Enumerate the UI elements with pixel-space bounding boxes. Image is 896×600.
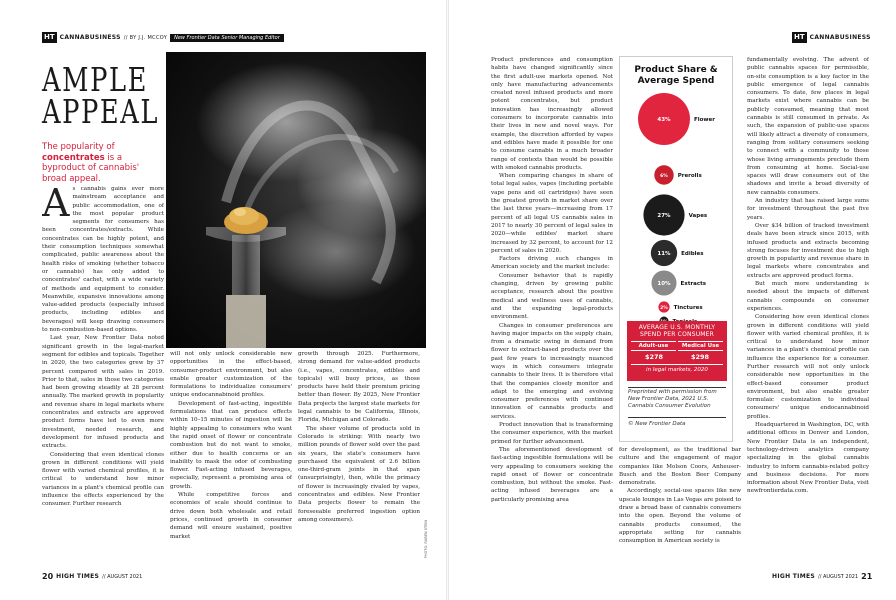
paragraph: Considering that even identical clones grown in different conditions will yield flower with varied chemical profiles, it is critical to understand how minor variances in a plant's chemical profile can influence the effects experienced by the consumer. Further research — [42, 451, 164, 508]
monthly-spend-box: AVERAGE U.S. MONTHLY SPEND PER CONSUMER Adult-use Medical Use $278 $298 in legal markets, 2020 — [627, 321, 727, 381]
paragraph: Considering how even identical clones grown in different conditions will yield flower with varied chemical profiles, it is critical to understand how minor variances in a plant's chemical profile can influence the experience for a consumer. Further research will not only unlock considerable new opportunities in the effect-based consumer product environment, but also enable greater formulaic customization to individual consumers' unique endocannabinoid profiles. — [747, 314, 869, 420]
paragraph: But much more understanding is needed about the impacts of different cannabis compounds on consumer experiences. — [747, 281, 869, 312]
section-label: CANNABUSINESS — [809, 34, 871, 41]
article-deck: The popularity of concentrates is a byproduct of cannabis' broad appeal. — [42, 142, 140, 184]
paragraph: Development of fast-acting, ingestible formulations that can produce effects within 10–15 minutes of ingestion will be highly appealing to consumers who want the rapid onset of flower or concentrate combustion but do not want to smoke, either due to health concerns or an inability to mask the odor of combusting flower. Fast-acting infused beverages, especially, represent a promising area of growth. — [170, 400, 292, 490]
copyright: © New Frontier Data — [628, 421, 686, 427]
left-page — [0, 0, 447, 600]
bubble-value-label: 43% — [657, 117, 671, 123]
medical-use-value: $298 — [690, 353, 710, 361]
bubble-category-label: Prerolls — [677, 173, 702, 179]
photo-credit: PHOTO: RUBEN STEIN — [424, 520, 428, 559]
bubble-category-label: Vapes — [688, 213, 708, 219]
paragraph: will not only unlock considerable new opportunities in the effect-based, consumer-product environment, but also enable greater customization of the formulations to individualize consumers' unique endocannabinoid profiles. — [170, 351, 292, 399]
paragraph: Consumer behavior that is rapidly changing, driven by growing public acceptance, research about the positive medical and wellness uses of cannabis, and the expanding legal-products environment. — [491, 272, 613, 321]
right-page — [449, 0, 896, 600]
masthead: HIGH TIMES — [772, 573, 816, 580]
bubble-value-label: 6% — [660, 174, 668, 179]
body-column-5 — [747, 56, 869, 564]
smoke-glass-illustration — [166, 52, 426, 348]
body-column-3 — [298, 350, 420, 562]
bubble-category-label: Edibles — [681, 251, 704, 257]
paragraph: While competitive forces and economies of scale should continue to drive down both wholesale and retail prices, continued growth in consumer demand will ensure sustained, positive market — [170, 492, 292, 540]
bubble-value-label: 2% — [660, 306, 668, 311]
divider — [628, 417, 726, 418]
bubble-category-label: Tinctures — [673, 305, 703, 311]
paragraph: fundamentally evolving. The advent of public cannabis spaces for permissible, on-site consumption is a key factor in the public emergence of legal cannabis consumers. To date, few places in legal markets exist where cannabis can be publicly consumed, meaning that most cannabis is still consumed in private. As such, the expansion of public-use spaces will likely attract a diversity of consumers, ranging from solitary consumers seeking to connect with a community to those whose living arrangements preclude them from consuming at home. Social-use spaces will draw consumers out of the shadows and invite a broad diversity of new cannabis consumers. — [747, 57, 869, 196]
spend-footnote: in legal markets, 2020 — [631, 364, 723, 373]
right-footer — [772, 572, 872, 581]
paragraph: Over $34 billion of tracked investment deals have been struck since 2015, with infused products and extracts becoming strong focuses for investment due to high growth in popularity and revenue share in legal markets where concentrates and extracts are approved product forms. — [747, 222, 869, 279]
bubble-chart — [620, 87, 734, 327]
section-label: CANNABUSINESS — [59, 34, 121, 41]
bubble-value-label: 11% — [657, 251, 671, 257]
ht-logo: HT — [44, 33, 55, 41]
issue-date: // AUGUST 2021 — [818, 573, 859, 580]
paragraph: Accordingly, social-use spaces like new upscale lounges in Las Vegas are poised to draw a broad base of cannabis consumers into the open. Beyond the volume of cannabis products consumed, the appropriate setting for cannabis consumption in American society is — [619, 488, 741, 545]
page-number: 21 — [861, 572, 873, 581]
paragraph: s cannabis gains ever more mainstream acceptance and public accommodation, one of the most popular product segments for consumers has been concentrates/extracts. While concentrates can be highly potent, and their consumption techniques somewhat complicated, public awareness about the health risks of smoking (whether tobacco or cannabis) has only added to concentrates' cachet, with a wide variety of methods and equipment to consider. Meanwhile, expansive innovations among value-added products (especially infused products, including edibles and beverages) will keep drawing consumers to non-combustion-based options. — [42, 186, 164, 334]
body-column-4 — [491, 56, 613, 564]
adult-use-label: Adult-use — [631, 341, 676, 351]
paragraph: Changes in consumer preferences are having major impacts on the supply chain, from a dramatic swing in demand from flower to extract-based products over the past few years to increasingly nuanced ways in which consumers integrate cannabis to their lives. It is therefore vital that the companies closely monitor and adapt to the emerging and evolving consumer preferences with continued innovation of cannabis products and services. — [491, 322, 613, 420]
drop-cap: A — [42, 185, 70, 225]
body-column-6 — [619, 446, 741, 564]
ht-logo: HT — [794, 33, 805, 41]
paragraph: The aforementioned development of fast-acting ingestible formulations will be very appealing to consumers seeking the rapid onset of flower or concentrate combustion, but without the smoke. Fast-acting infused beverages are a particularly promising area — [491, 446, 613, 503]
paragraph: Product innovation that is transforming the consumer experience, with the market primed for further advancement. — [491, 422, 613, 445]
bubble-category-label: Flower — [694, 117, 715, 123]
paragraph: Factors driving such changes in American society and the market include: — [491, 256, 613, 271]
infographic-title: Product Share & Average Spend — [634, 65, 718, 86]
paragraph: growth through 2025. Furthermore, strong demand for value-added products (i.e., vapes, concentrates, edibles and topicals) will buoy prices, as those products have held their premium pricing better than flower. By 2025, New Frontier Data projects the largest state markets for legal cannabis to be California, Illinois, Florida, Michigan and Colorado. — [298, 351, 420, 424]
page-number: 20 — [42, 572, 54, 581]
medical-use-label: Medical Use — [678, 341, 723, 351]
right-header — [792, 32, 871, 43]
paragraph: Headquartered in Washington, DC, with additional offices in Denver and London, New Frontier Data is an independent, technology-driven analytics company specializing in the global cannabis industry to inform cannabis-related policy and business decisions. For more information about New Frontier Data, visit newfrontierdata.com. — [747, 422, 869, 495]
byline: // BY J.J. MCCOY — [123, 34, 168, 41]
paragraph: for development, as the traditional bar culture and the engagement of major companies like Molson Coors, Anheuser-Busch and the Boston Beer Company demonstrate. — [619, 447, 741, 487]
concentrate-photo — [166, 52, 426, 348]
permission-note: Preprinted with permission from New Frontier Data, 2021 U.S. Cannabis Consumer Evolution — [628, 389, 717, 409]
body-column-1 — [42, 185, 164, 565]
paragraph: When comparing changes in share of total legal sales, vapes (including portable vape pens and oil cartridges) have seen the greatest growth in market share over the last three years—increasing from 17 percent of all legal US cannabis sales in 2017 to nearly 30 percent of legal sales in 2020—while edibles' market share increased by 32 percent, to account for 12 percent of sales in 2020. — [491, 173, 613, 254]
issue-date: // AUGUST 2021 — [102, 573, 143, 580]
left-footer — [42, 572, 142, 581]
author-role: New Frontier Data Senior Managing Editor — [170, 34, 284, 42]
article-title: AMPLE APPEAL — [42, 60, 160, 131]
body-column-2 — [170, 350, 292, 562]
infographic — [619, 56, 733, 442]
paragraph: Product preferences and consumption habits have changed significantly since the first adult-use markets opened. Not only have manufacturing advancements created novel infused products and more potent concentrates, but product innovation has increasingly allowed consumers to incorporate cannabis into their lives in new and novel ways. For example, the discretion afforded by vapes and edibles have made it possible for one to consume cannabis in a much broader range of contexts than would be possible with smoked cannabis products. — [491, 57, 613, 171]
paragraph: Last year, New Frontier Data noted significant growth in the legal-market segment for edibles and topicals. Together in 2020, the two categories grew by 37 percent compared with sales in 2019. Prior to that, sales in those two categories had been growing steadily at 28 percent annually. The marked growth in popularity and revenue share in legal markets where concentrates and extracts are approved product forms have led to even more investment, needed research, and development for infused products and extracts. — [42, 335, 164, 450]
left-header — [42, 32, 284, 43]
masthead: HIGH TIMES — [56, 573, 100, 580]
bubble-value-label: 27% — [657, 213, 671, 219]
divider — [628, 387, 726, 388]
bubble-category-label: Extracts — [680, 281, 707, 287]
paragraph: An industry that has raised large sums for investment throughout the past five years. — [747, 198, 869, 221]
paragraph: The sheer volume of products sold in Colorado is striking: With nearly two million pounds of flower sold over the past six years, the state's consumers have purchased the equivalent of 2.6 billion one-third-gram joints in that span (unsurprisingly), then, while the primacy of flower is increasingly rivaled by vapes, concentrates and edibles. New Frontier Data projects flower to remain the foreseeable preferred ingestion option among consumers). — [298, 425, 420, 523]
adult-use-value: $278 — [644, 353, 664, 361]
bubble-value-label: 10% — [657, 281, 671, 287]
